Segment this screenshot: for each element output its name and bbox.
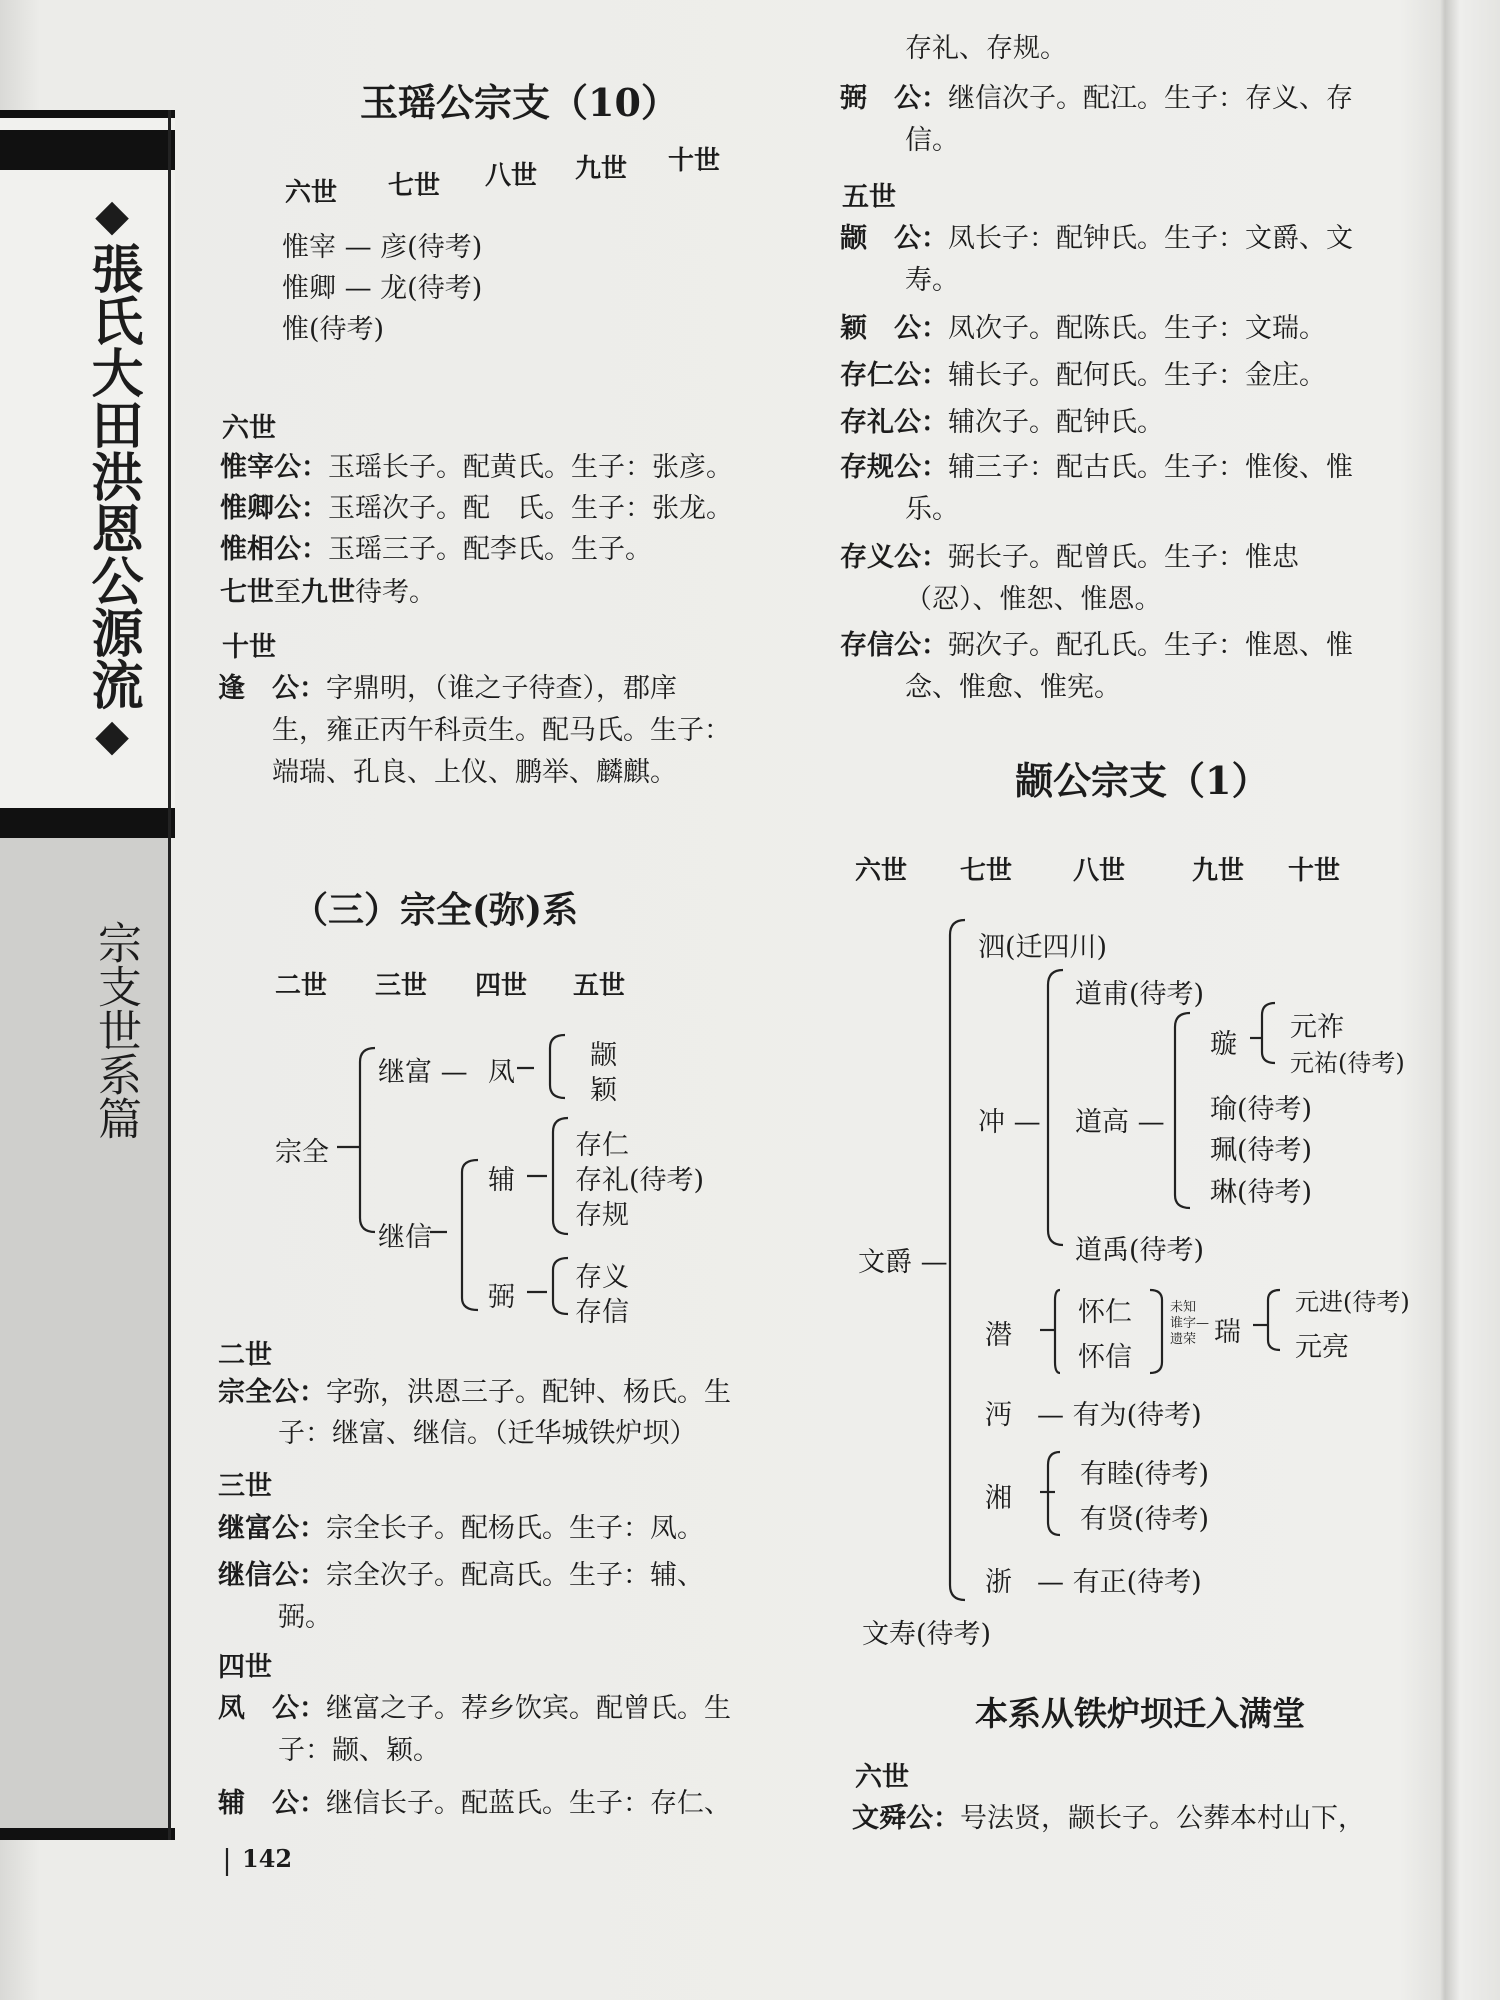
tree-node: 存礼(待考) — [575, 1165, 705, 1196]
yuyao-section-title: 玉瑶公宗支（10） — [360, 80, 679, 125]
gen-header: 二世 — [275, 971, 328, 1001]
tree-node: 存仁 — [575, 1130, 629, 1161]
tree-node: 文爵 — — [858, 1247, 948, 1278]
tree-node: 道禹(待考) — [1075, 1235, 1205, 1266]
tree-node: 道甫(待考) — [1075, 979, 1205, 1010]
zhuan-section-title: 颛公宗支（1） — [1015, 758, 1270, 803]
gen-header: 五世 — [573, 971, 626, 1001]
tree-node: 浙 — [985, 1567, 1012, 1598]
gen-label: 六世 — [222, 413, 276, 444]
gen-label: 五世 — [842, 182, 896, 213]
tree-node: 泗(迁四川) — [978, 932, 1108, 963]
entry-line: 信。 — [905, 125, 959, 156]
tree-node: 怀仁 — [1078, 1297, 1132, 1328]
gen-header: 六世 — [855, 856, 908, 886]
tree-node: 元进(待考) — [1295, 1288, 1410, 1316]
tree-node: 存信 — [575, 1297, 629, 1328]
vertical-subtitle-text: 宗支世系篇 — [90, 920, 141, 1140]
vertical-title-text: 張氏大田洪恩公源流 — [82, 242, 143, 710]
entry: 文舜公：号法贤，颛长子。公葬本村山下， — [852, 1803, 1365, 1834]
entry-line: 子：颛、颖。 — [278, 1735, 440, 1766]
entry: 存仁公：辅长子。配何氏。生子：金庄。 — [840, 360, 1326, 391]
entry: 存礼公：辅次子。配钟氏。 — [840, 407, 1164, 438]
entry: 凤 公：继富之子。荐乡饮宾。配曾氏。生 — [218, 1693, 731, 1724]
tree-node: 颛 — [590, 1040, 617, 1071]
tree-node: 有睦(待考) — [1080, 1459, 1210, 1490]
entry: 颖 公：凤次子。配陈氏。生子：文瑞。 — [840, 313, 1326, 344]
entry: 惟相公：玉瑶三子。配李氏。生子。 — [220, 534, 652, 565]
tree-node: 存规 — [575, 1200, 629, 1231]
gen-label: 十世 — [222, 632, 276, 663]
tree-node: 道高 — — [1075, 1107, 1165, 1138]
gen-header: 八世 — [485, 161, 538, 191]
entry: 七世至九世待考。 — [220, 577, 436, 608]
entry: 存规公：辅三子：配古氏。生子：惟俊、惟 — [840, 452, 1353, 483]
tree-node: 弼 — [488, 1282, 515, 1313]
tree-note: 谁字— — [1170, 1316, 1210, 1331]
entry: 惟卿公：玉瑶次子。配 氏。生子：张龙。 — [220, 493, 733, 524]
tree-node: 沔 — [985, 1400, 1012, 1431]
entry-line: （忍）、惟恕、惟恩。 — [905, 584, 1162, 615]
entry-line: 子：继富、继信。（迁华城铁炉坝） — [278, 1418, 697, 1449]
entry-line: 乐。 — [905, 494, 959, 525]
gen-label: 四世 — [218, 1652, 272, 1683]
zongquan-section-title: （三）宗全(弥)系 — [292, 889, 579, 931]
diamond-icon: ◆ — [95, 190, 129, 241]
entry: 逢 公：字鼎明，（谁之子待查），郡庠 — [218, 673, 677, 704]
entry-line: 寿。 — [905, 265, 959, 296]
gen-header: 三世 — [375, 971, 428, 1001]
entry-line: 端瑞、孔良、上仪、鹏举、麟麒。 — [272, 757, 677, 788]
migration-title: 本系从铁炉坝迁入满堂 — [975, 1694, 1305, 1733]
tree-node: 潜 — [985, 1320, 1012, 1351]
entry: 颛 公：凤长子：配钟氏。生子：文爵、文 — [840, 223, 1353, 254]
gen-header: 九世 — [575, 154, 628, 184]
tree-node: 怀信 — [1078, 1342, 1132, 1373]
tree-node: 文寿(待考) — [862, 1619, 992, 1650]
tree-node: 继富 — — [378, 1057, 468, 1088]
tree-node: 璇 — [1210, 1029, 1237, 1060]
gen-header: 七世 — [960, 856, 1013, 886]
entry: 宗全公：字弥，洪恩三子。配钟、杨氏。生 — [218, 1377, 731, 1408]
tree-node: 惟宰 — 彦(待考) — [282, 232, 483, 263]
entry: 弼 公：继信次子。配江。生子：存义、存 — [840, 83, 1353, 114]
tree-node: 琳(待考) — [1210, 1177, 1313, 1208]
gen-header: 八世 — [1073, 856, 1126, 886]
tree-node: 颖 — [590, 1075, 617, 1106]
tree-node: — 有正(待考) — [1037, 1567, 1202, 1598]
tree-node: 宗全 — [275, 1137, 329, 1168]
tree-node: — 有为(待考) — [1037, 1400, 1202, 1431]
tree-node: 湘 — [985, 1483, 1012, 1514]
gen-label: 六世 — [855, 1762, 909, 1793]
entry: 存信公：弼次子。配孔氏。生子：惟恩、惟 — [840, 630, 1353, 661]
tree-node: 冲 — — [978, 1107, 1041, 1138]
gen-header: 十世 — [1288, 856, 1341, 886]
tree-node: 元亮 — [1295, 1332, 1349, 1363]
tree-node: 继信 — [378, 1222, 432, 1253]
tree-node: 辅 — [488, 1165, 515, 1196]
tree-node: 瑞 — [1214, 1317, 1241, 1348]
gen-header: 四世 — [475, 971, 528, 1001]
page-number: 142 — [242, 1844, 293, 1873]
gen-header: 九世 — [1192, 856, 1245, 886]
tree-node: 珮(待考) — [1210, 1135, 1313, 1166]
gen-header: 十世 — [668, 146, 721, 176]
entry: 继信公：宗全次子。配高氏。生子：辅、 — [218, 1560, 704, 1591]
gen-label: 三世 — [218, 1471, 272, 1502]
entry: 惟宰公：玉瑶长子。配黄氏。生子：张彦。 — [220, 452, 733, 483]
tree-note: 未知 — [1170, 1300, 1197, 1315]
tree-node: 惟(待考) — [282, 314, 385, 345]
entry: 辅 公：继信长子。配蓝氏。生子：存仁、 — [218, 1788, 731, 1819]
entry-line: 念、惟愈、惟宪。 — [905, 672, 1121, 703]
tree-node: 惟卿 — 龙(待考) — [282, 273, 483, 304]
gen-label: 二世 — [218, 1340, 272, 1371]
tree-node: 凤 — [488, 1057, 515, 1088]
gen-header: 七世 — [388, 171, 441, 201]
tree-node: 有贤(待考) — [1080, 1504, 1210, 1535]
tree-node: 瑜(待考) — [1210, 1094, 1313, 1125]
entry-line: 存礼、存规。 — [905, 33, 1067, 64]
tree-node: 存义 — [575, 1262, 629, 1293]
gen-header: 六世 — [285, 178, 338, 208]
entry-line: 弼。 — [278, 1602, 332, 1633]
entry: 存义公：弼长子。配曾氏。生子：惟忠 — [840, 542, 1299, 573]
tree-node: 元祐(待考) — [1290, 1049, 1405, 1077]
diamond-icon: ◆ — [95, 710, 129, 761]
tree-note: 遗荣 — [1170, 1332, 1197, 1347]
tree-node: 元祚 — [1290, 1012, 1344, 1043]
entry-line: 生，雍正丙午科贡生。配马氏。生子： — [272, 715, 731, 746]
entry: 继富公：宗全长子。配杨氏。生子：凤。 — [218, 1513, 704, 1544]
